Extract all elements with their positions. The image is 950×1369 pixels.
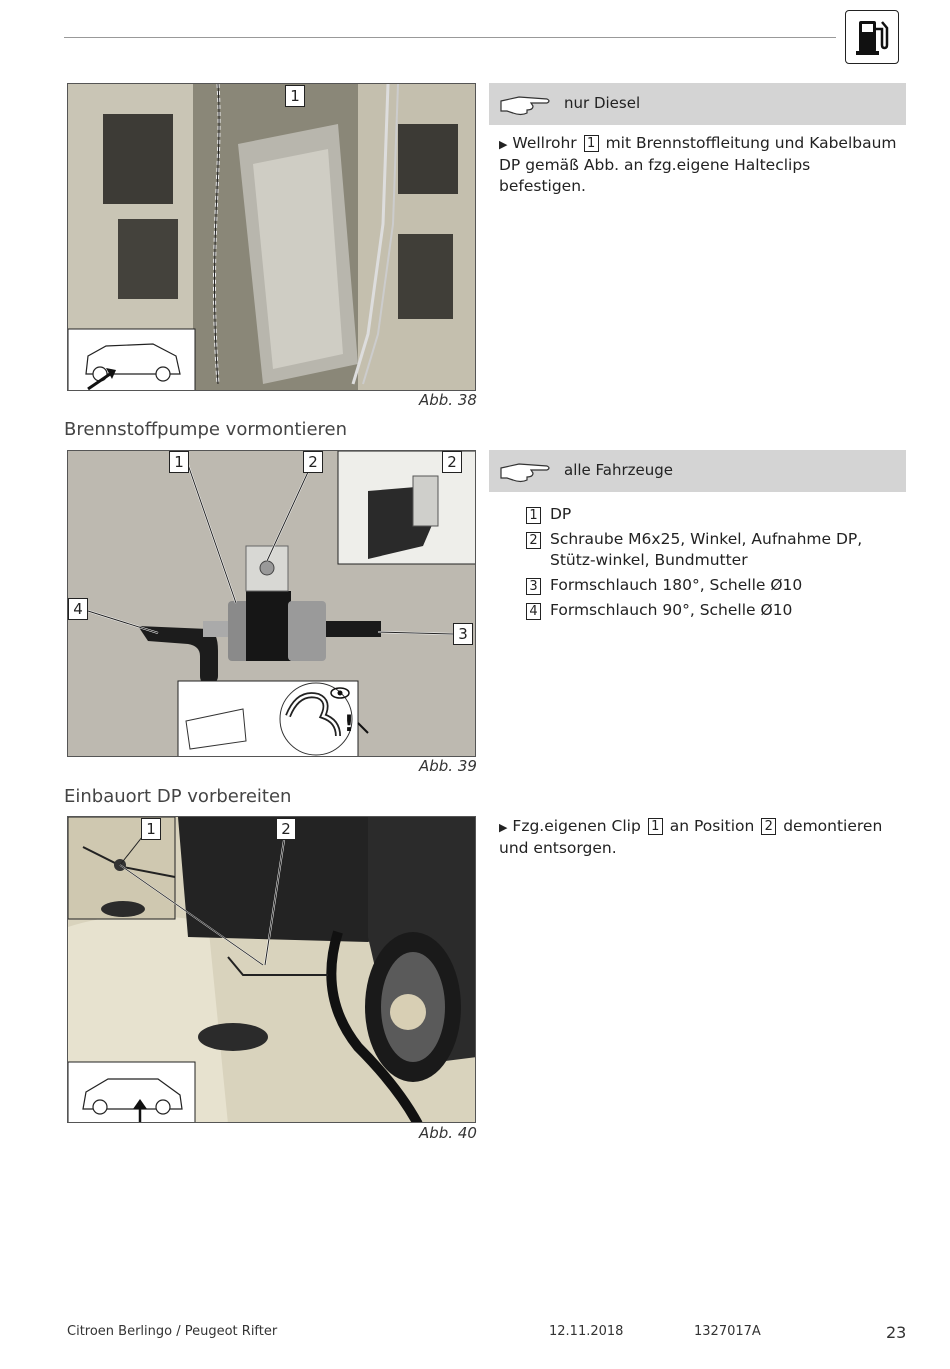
photo-abb-40 — [67, 816, 476, 1123]
photo-abb-38 — [67, 83, 476, 391]
bullet-arrow: ▶ — [499, 138, 508, 151]
callout-4: 4 — [68, 598, 88, 620]
footer-date: 12.11.2018 — [549, 1324, 624, 1339]
figure-caption: Abb. 40 — [419, 1124, 477, 1142]
note-bar-all-vehicles — [489, 450, 906, 492]
callout-1: 1 — [141, 818, 161, 840]
footer-doc-number: 1327017A — [694, 1324, 761, 1339]
callout-2-inset: 2 — [442, 451, 462, 473]
callout-3: 3 — [453, 623, 473, 645]
page-number: 23 — [886, 1323, 907, 1342]
bullet-arrow: ▶ — [499, 821, 508, 834]
note-bar-diesel — [489, 83, 906, 125]
ref-number: 2 — [761, 818, 776, 835]
section-heading: Einbauort DP vorbereiten — [64, 786, 292, 807]
section-heading: Brennstoffpumpe vormontieren — [64, 419, 348, 440]
note-label: alle Fahrzeuge — [564, 461, 673, 479]
pointing-hand-icon — [499, 458, 551, 488]
svg-text:!: ! — [344, 712, 355, 737]
photo-abb-39 — [67, 450, 476, 757]
pointing-hand-icon — [499, 91, 551, 121]
ref-number: 1 — [584, 135, 599, 152]
callout-2: 2 — [276, 818, 296, 840]
ref-number: 1 — [648, 818, 663, 835]
instruction-step: ▶ Wellrohr 1 mit Brennstoffleitung und Kabelbaum DP gemäß Abb. an fzg.eigene Halteclips befestigen. — [499, 134, 897, 195]
callout-1: 1 — [169, 451, 189, 473]
callout-2: 2 — [303, 451, 323, 473]
figure-caption: Abb. 39 — [419, 757, 477, 775]
callout-1: 1 — [285, 85, 305, 107]
instruction-step: ▶ Fzg.eigenen Clip 1 an Position 2 demontieren und entsorgen. — [499, 817, 883, 857]
header-rule — [64, 37, 836, 38]
footer-vehicle: Citroen Berlingo / Peugeot Rifter — [67, 1324, 278, 1339]
fuel-pump-icon — [845, 10, 899, 64]
note-label: nur Diesel — [564, 94, 641, 112]
figure-caption: Abb. 38 — [419, 391, 477, 409]
